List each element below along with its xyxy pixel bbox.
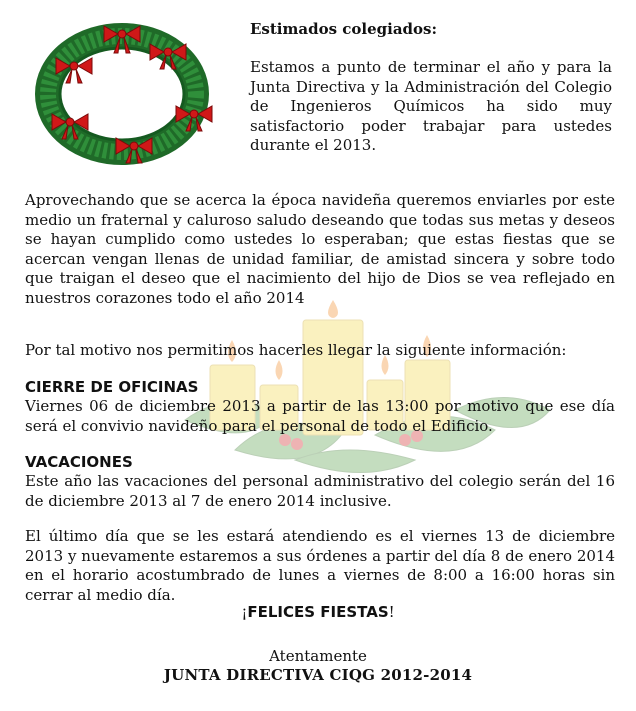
close-exclamation: ! (388, 603, 395, 621)
vacations-heading: VACACIONES (25, 453, 133, 471)
info-lead-paragraph: Por tal motivo nos permitimos hacerles llegar la siguiente información: (25, 341, 567, 359)
open-exclamation: ¡ (241, 603, 248, 621)
atentamente-text: Atentamente (269, 647, 367, 665)
christmas-wreath-image (30, 18, 230, 168)
signature-text: JUNTA DIRECTIVA CIQG 2012-2014 (163, 666, 473, 684)
intro-paragraph: Estamos a punto de terminar el año y para la Junta Directiva y la Administración del Colegio de Ingenieros Químicos ha sido muy satisfactorio poder trabajar para ustedes durante el 2013. (250, 58, 612, 154)
greeting-heading: Estimados colegiados: (250, 20, 438, 38)
office-closure-heading: CIERRE DE OFICINAS (25, 378, 199, 396)
vacations-text: Este año las vacaciones del personal administrativo del colegio serán del 16 de diciembre 2013 al 7 de enero 2014 inclusive. (25, 472, 615, 510)
candles-watermark-image (175, 300, 555, 475)
office-closure-text: Viernes 06 de diciembre 2013 a partir de las 13:00 por motivo que ese día será el convivio navideño para el personal de todo el Edificio. (25, 397, 615, 435)
christmas-message-paragraph: Aprovechando que se acerca la época navideña queremos enviarles por este medio un fraternal y caluroso saludo deseando que todas sus metas y deseos se hayan cumplido como ustedes lo esperaban; que estas fiestas que se acercan vengan llenas de unidad familiar, de amistad sincera y sobre todo que traigan el deseo que el nacimiento del hijo de Dios se vea reflejado en nuestros corazones todo el año 2014 (25, 191, 615, 307)
felices-fiestas-text: FELICES FIESTAS (247, 603, 389, 621)
felices-fiestas-line (0, 603, 636, 623)
schedule-paragraph: El último día que se les estará atendiendo es el viernes 13 de diciembre 2013 y nuevamente estaremos a sus órdenes a partir del día 8 de enero 2014 en el horario acostumbrado de lunes a viernes de 8:00 a 16:00 horas sin cerrar al medio día. (25, 527, 615, 604)
